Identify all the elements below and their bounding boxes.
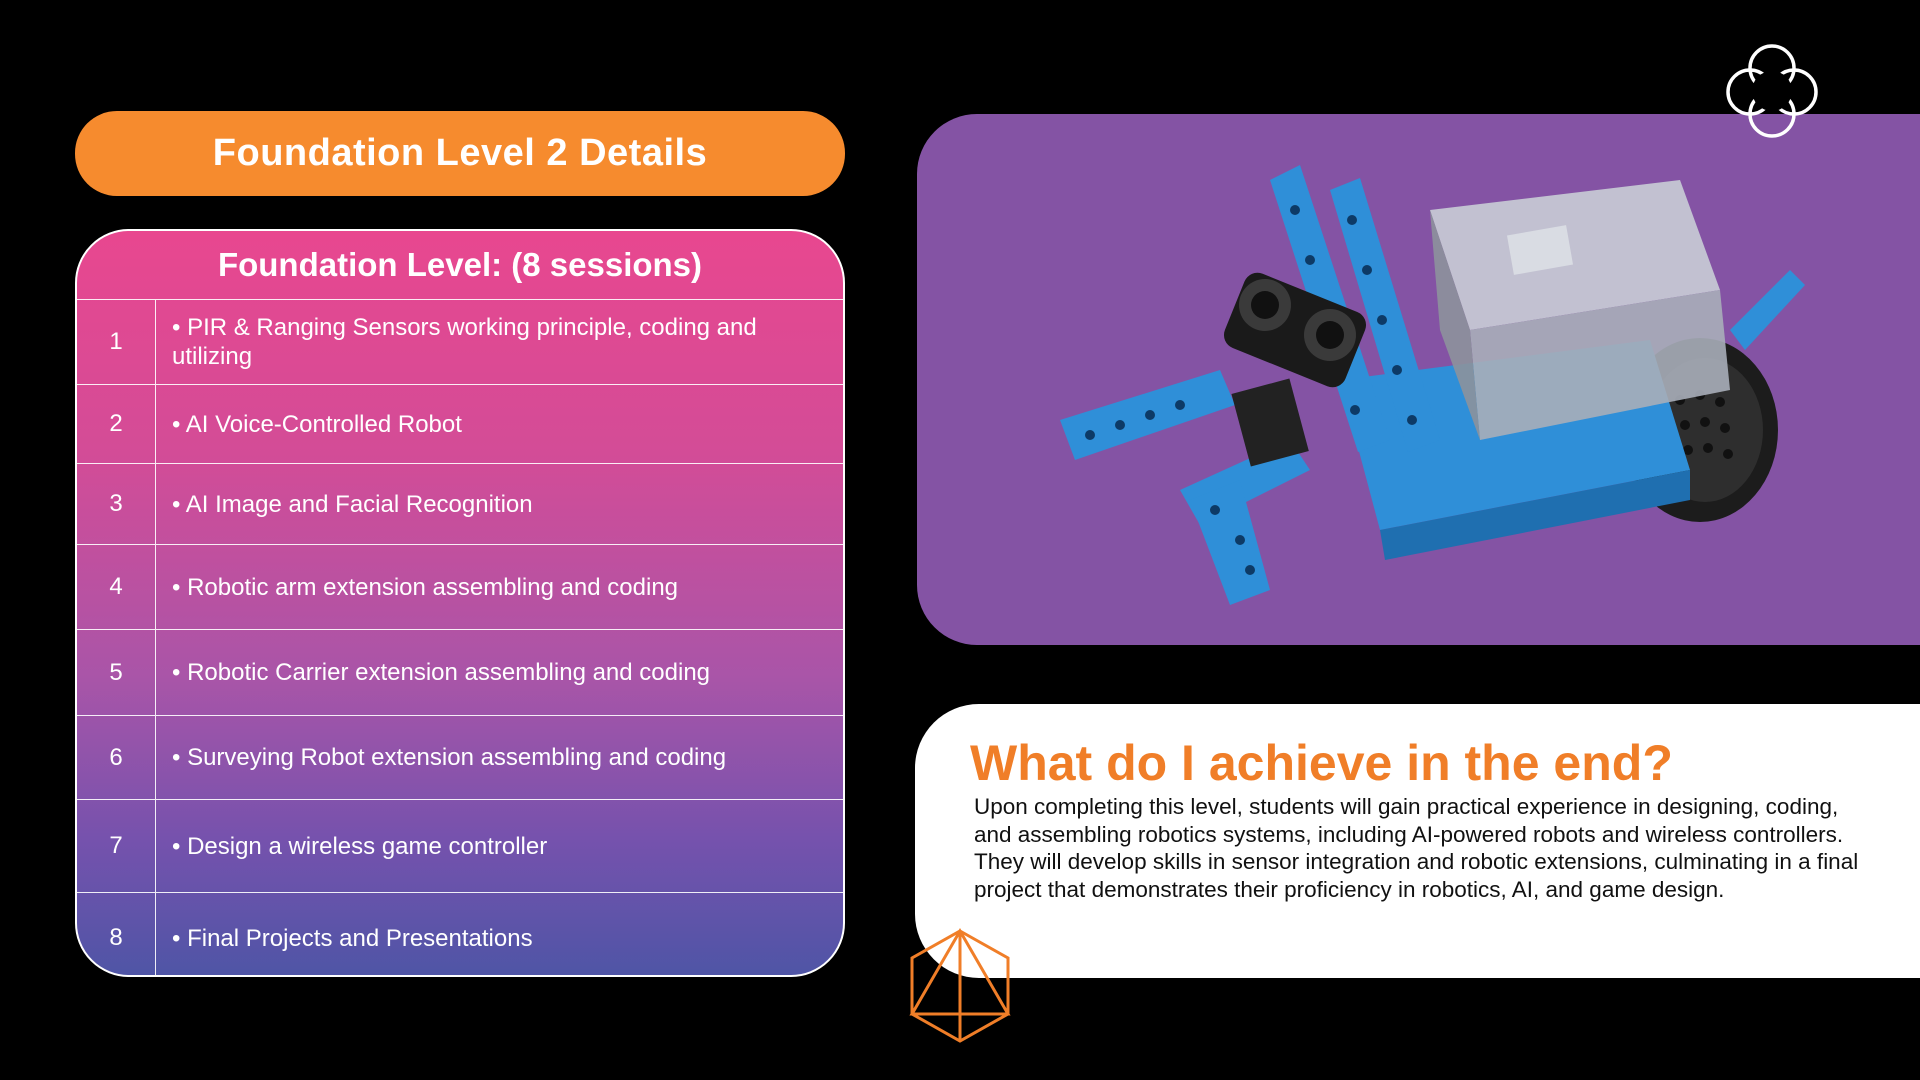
table-row [77,800,843,893]
session-number: 1 [77,300,156,384]
session-topic: • PIR & Ranging Sensors working principle, coding and utilizing [172,314,757,370]
session-topic: • Robotic arm extension assembling and coding [172,573,679,601]
robot-kit-image [1040,140,1840,640]
achievement-title: What do I achieve in the end? [970,735,1673,791]
table-row [77,630,843,716]
session-number: 8 [77,893,156,977]
session-number: 5 [77,630,156,715]
table-row [77,716,843,800]
table-row [77,464,843,545]
table-row [77,300,843,385]
session-number: 4 [77,545,156,629]
session-topic: • Robotic Carrier extension assembling and coding [172,659,711,686]
sessions-table [75,229,845,977]
achievement-description: Upon completing this level, students will gain practical experience in designing, coding, and assembling robotics systems, including AI-powered robots and wireless controllers. They will develop skills in sensor integration and robotic extensions, culminating in a final project that demonstrates their proficiency in robotics, AI, and game design. [974,794,1859,902]
session-topic: • AI Image and Facial Recognition [172,490,533,518]
session-topic: • AI Voice-Controlled Robot [172,410,462,438]
session-number: 7 [77,800,156,892]
session-topic: • Final Projects and Presentations [172,924,533,952]
section-title: Foundation Level 2 Details [212,132,708,174]
section-title-pill [75,111,845,196]
session-topic: • Design a wireless game controller [172,832,548,860]
clover-outline-icon [1722,40,1822,140]
table-row [77,545,843,630]
table-row [77,893,843,977]
session-number: 2 [77,385,156,463]
session-topic: • Surveying Robot extension assembling and coding [172,744,727,771]
table-row [77,385,843,464]
session-number: 3 [77,464,156,544]
session-number: 6 [77,716,156,799]
sessions-table-header: Foundation Level: (8 sessions) [77,231,843,300]
hexagon-triangle-icon [908,928,1012,1044]
